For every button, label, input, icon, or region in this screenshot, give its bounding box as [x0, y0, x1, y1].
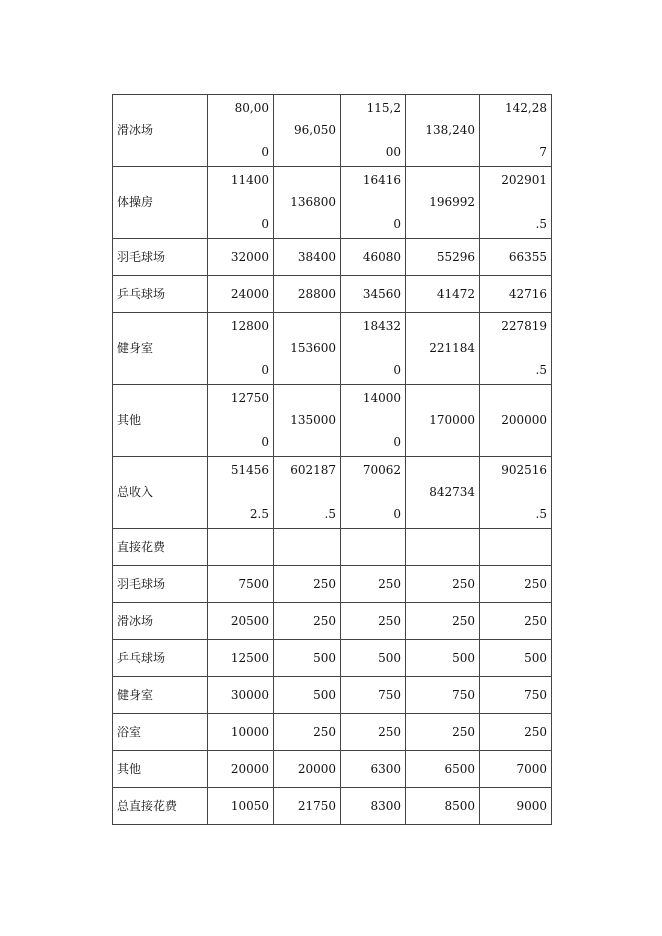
value-cell [341, 751, 406, 788]
value-text: 7000 [516, 761, 547, 776]
value-cell [208, 95, 274, 167]
value-cell [341, 566, 406, 603]
value-text: 170000 [429, 413, 475, 427]
value-cell [341, 313, 406, 385]
value-cell [274, 276, 341, 313]
value-cell [208, 385, 274, 457]
value-text: 8300 [370, 798, 401, 813]
value-cell [406, 239, 480, 276]
value-text: 135000 [290, 413, 336, 427]
value-cell [406, 677, 480, 714]
value-cell [341, 167, 406, 239]
wrapped-value [484, 318, 547, 379]
value-cell [406, 640, 480, 677]
value-text: 250 [313, 576, 336, 591]
table-row [113, 276, 552, 313]
table-row [113, 239, 552, 276]
table-row [113, 385, 552, 457]
value-part-bottom: 0 [393, 507, 401, 521]
value-text: 20500 [230, 613, 269, 628]
value-text: 34560 [362, 286, 401, 301]
value-part-top: 12750 [230, 391, 269, 405]
value-part-top: 16416 [362, 173, 401, 187]
value-text: 500 [313, 687, 336, 702]
table-row [113, 457, 552, 529]
value-cell [341, 603, 406, 640]
value-cell [480, 385, 552, 457]
value-text: 42716 [508, 286, 547, 301]
value-text: 38400 [297, 249, 336, 264]
value-cell [208, 313, 274, 385]
value-part-top: 115,2 [366, 101, 401, 115]
value-cell [406, 788, 480, 825]
value-part-bottom: .5 [535, 217, 547, 231]
value-part-bottom: 0 [393, 363, 401, 377]
value-cell [341, 529, 406, 566]
table-row [113, 566, 552, 603]
value-text: 24000 [230, 286, 269, 301]
value-cell [208, 529, 274, 566]
row-label: 健身室 [113, 677, 208, 714]
value-part-bottom: 2.5 [249, 507, 269, 521]
value-text: 500 [378, 650, 401, 665]
value-text: 30000 [230, 687, 269, 702]
wrapped-value [484, 172, 547, 233]
value-cell [208, 566, 274, 603]
value-part-bottom: 0 [393, 217, 401, 231]
value-text: 7500 [238, 576, 269, 591]
value-cell [274, 788, 341, 825]
row-label: 浴室 [113, 714, 208, 751]
row-label: 总收入 [113, 457, 208, 529]
row-label: 总直接花费 [113, 788, 208, 825]
value-text: 9000 [516, 798, 547, 813]
value-text: 500 [524, 650, 547, 665]
row-label: 羽毛球场 [113, 566, 208, 603]
wrapped-value [212, 390, 269, 451]
value-text: 500 [452, 650, 475, 665]
value-cell [274, 566, 341, 603]
value-part-top: 18432 [362, 319, 401, 333]
value-text: 66355 [508, 249, 547, 264]
value-part-bottom: .5 [535, 507, 547, 521]
value-text: 20000 [230, 761, 269, 776]
wrapped-value [212, 100, 269, 161]
value-text: 750 [378, 687, 401, 702]
table-body [113, 95, 552, 825]
value-text: 250 [378, 613, 401, 628]
value-cell [274, 239, 341, 276]
value-text: 250 [524, 613, 547, 628]
value-text: 250 [313, 613, 336, 628]
wrapped-value [345, 462, 401, 523]
value-cell [406, 714, 480, 751]
value-part-bottom: 0 [261, 363, 269, 377]
row-label: 滑冰场 [113, 603, 208, 640]
value-part-top: 227819 [501, 319, 547, 333]
value-cell [480, 566, 552, 603]
value-text: 32000 [230, 249, 269, 264]
value-cell [208, 603, 274, 640]
value-cell [480, 239, 552, 276]
value-part-bottom: 0 [261, 435, 269, 449]
value-cell [208, 788, 274, 825]
value-cell [480, 603, 552, 640]
table-row [113, 751, 552, 788]
value-cell [480, 788, 552, 825]
row-label: 羽毛球场 [113, 239, 208, 276]
value-text: 221184 [429, 341, 475, 355]
row-label: 滑冰场 [113, 95, 208, 167]
value-cell [406, 313, 480, 385]
value-cell [274, 529, 341, 566]
row-label: 乒乓球场 [113, 276, 208, 313]
table-row [113, 167, 552, 239]
value-text: 46080 [362, 249, 401, 264]
value-part-top: 142,28 [505, 101, 547, 115]
wrapped-value [345, 318, 401, 379]
value-text: 250 [313, 724, 336, 739]
row-label: 直接花费 [113, 529, 208, 566]
value-text: 196992 [429, 195, 475, 209]
value-cell [480, 276, 552, 313]
value-part-top: 14000 [362, 391, 401, 405]
value-cell [480, 640, 552, 677]
table-row [113, 788, 552, 825]
value-text: 500 [313, 650, 336, 665]
value-part-bottom: 0 [261, 145, 269, 159]
value-text: 153600 [290, 341, 336, 355]
value-cell [208, 640, 274, 677]
value-part-top: 202901 [501, 173, 547, 187]
value-text: 250 [524, 724, 547, 739]
value-text: 200000 [501, 413, 547, 427]
value-text: 10050 [230, 798, 269, 813]
table-row [113, 529, 552, 566]
value-part-top: 602187 [290, 463, 336, 477]
row-label: 其他 [113, 751, 208, 788]
value-text: 138,240 [425, 123, 475, 137]
value-text: 6300 [370, 761, 401, 776]
wrapped-value [345, 100, 401, 161]
value-cell [480, 714, 552, 751]
wrapped-value [345, 390, 401, 451]
value-cell [208, 677, 274, 714]
value-cell [406, 385, 480, 457]
value-text: 250 [452, 613, 475, 628]
table-row [113, 313, 552, 385]
table-row [113, 640, 552, 677]
value-cell [341, 788, 406, 825]
wrapped-value [278, 462, 336, 523]
value-text: 6500 [444, 761, 475, 776]
value-part-top: 902516 [501, 463, 547, 477]
value-cell [274, 385, 341, 457]
value-cell [406, 566, 480, 603]
value-cell [208, 167, 274, 239]
financial-table-container [112, 94, 551, 825]
value-part-bottom: .5 [535, 363, 547, 377]
value-part-bottom: 7 [539, 145, 547, 159]
value-cell [480, 167, 552, 239]
value-cell [341, 457, 406, 529]
wrapped-value [484, 462, 547, 523]
row-label: 健身室 [113, 313, 208, 385]
value-part-top: 12800 [230, 319, 269, 333]
value-text: 96,050 [294, 123, 336, 137]
value-cell [341, 385, 406, 457]
value-cell [208, 239, 274, 276]
value-text: 41472 [436, 286, 475, 301]
value-part-top: 70062 [362, 463, 401, 477]
value-cell [208, 457, 274, 529]
value-text: 842734 [429, 485, 475, 499]
row-label: 其他 [113, 385, 208, 457]
table-row [113, 714, 552, 751]
value-cell [480, 457, 552, 529]
value-cell [274, 603, 341, 640]
value-cell [341, 239, 406, 276]
value-cell [274, 95, 341, 167]
value-text: 8500 [444, 798, 475, 813]
table-row [113, 677, 552, 714]
value-cell [480, 529, 552, 566]
value-text: 250 [378, 576, 401, 591]
value-text: 28800 [297, 286, 336, 301]
value-cell [274, 167, 341, 239]
value-cell [406, 457, 480, 529]
value-part-top: 11400 [230, 173, 269, 187]
value-text: 21750 [297, 798, 336, 813]
value-cell [341, 95, 406, 167]
value-cell [341, 640, 406, 677]
value-cell [406, 95, 480, 167]
wrapped-value [484, 100, 547, 161]
financial-table [112, 94, 552, 825]
value-cell [406, 276, 480, 313]
value-cell [274, 677, 341, 714]
value-cell [480, 313, 552, 385]
value-text: 250 [452, 576, 475, 591]
row-label: 乒乓球场 [113, 640, 208, 677]
value-text: 20000 [297, 761, 336, 776]
value-cell [274, 457, 341, 529]
value-part-top: 51456 [230, 463, 269, 477]
value-text: 750 [452, 687, 475, 702]
value-text: 55296 [436, 249, 475, 264]
value-cell [274, 751, 341, 788]
value-cell [406, 529, 480, 566]
value-cell [406, 603, 480, 640]
value-cell [341, 276, 406, 313]
value-cell [341, 677, 406, 714]
value-cell [274, 714, 341, 751]
value-cell [208, 751, 274, 788]
value-text: 12500 [230, 650, 269, 665]
value-text: 250 [378, 724, 401, 739]
value-cell [480, 95, 552, 167]
value-part-bottom: 00 [385, 145, 401, 159]
value-text: 10000 [230, 724, 269, 739]
value-text: 250 [452, 724, 475, 739]
value-cell [208, 714, 274, 751]
value-part-bottom: 0 [261, 217, 269, 231]
value-part-top: 80,00 [234, 101, 269, 115]
table-row [113, 603, 552, 640]
value-cell [480, 751, 552, 788]
wrapped-value [345, 172, 401, 233]
wrapped-value [212, 318, 269, 379]
value-text: 250 [524, 576, 547, 591]
wrapped-value [212, 462, 269, 523]
value-text: 136800 [290, 195, 336, 209]
value-text: 750 [524, 687, 547, 702]
value-part-bottom: 0 [393, 435, 401, 449]
value-cell [274, 313, 341, 385]
wrapped-value [212, 172, 269, 233]
row-label: 体操房 [113, 167, 208, 239]
value-cell [406, 751, 480, 788]
table-row [113, 95, 552, 167]
value-cell [208, 276, 274, 313]
value-cell [480, 677, 552, 714]
value-part-bottom: .5 [324, 507, 336, 521]
value-cell [406, 167, 480, 239]
value-cell [274, 640, 341, 677]
value-cell [341, 714, 406, 751]
